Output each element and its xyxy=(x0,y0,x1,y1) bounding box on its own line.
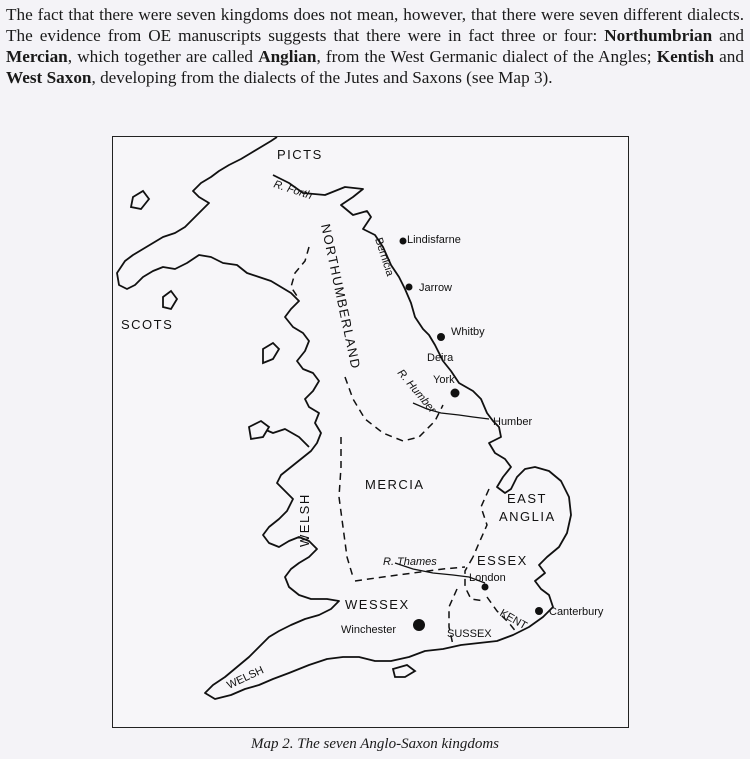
map-frame xyxy=(112,136,629,728)
essex-label: ESSEX xyxy=(477,553,528,568)
london-dot xyxy=(482,584,489,591)
whitby-dot xyxy=(437,333,445,341)
isle-of-man xyxy=(263,343,279,363)
bernicia-label: Bernicia xyxy=(372,236,396,278)
text-segment: , which together are called xyxy=(67,47,259,66)
river-humber-label: R. Humber xyxy=(394,367,439,416)
london-label: London xyxy=(469,572,506,584)
river-thames-label: R. Thames xyxy=(383,556,437,568)
anglesey xyxy=(249,421,269,439)
whitby-label: Whitby xyxy=(451,326,485,338)
deira-label: Deira xyxy=(427,352,454,364)
jarrow-label: Jarrow xyxy=(419,282,453,294)
map-svg xyxy=(113,137,630,729)
map-caption: Map 2. The seven Anglo-Saxon kingdoms xyxy=(250,736,499,752)
east-anglia-boundary xyxy=(473,489,489,557)
arran-island xyxy=(163,291,177,309)
canterbury-label: Canterbury xyxy=(549,606,604,618)
jarrow-dot xyxy=(406,284,413,291)
river-forth-label: R. Forth xyxy=(272,178,314,203)
scots-label: SCOTS xyxy=(121,317,174,332)
welsh-south-label: WELSH xyxy=(225,664,266,692)
sussex-label: SUSSEX xyxy=(447,628,492,640)
bold-term-west-saxon: West Saxon xyxy=(6,68,92,87)
northumbria-west-boundary xyxy=(291,247,309,299)
bold-term-anglian: Anglian xyxy=(258,47,317,66)
wessex-label: WESSEX xyxy=(345,597,410,612)
bold-term-mercian: Mercian xyxy=(6,47,68,66)
text-segment: , developing from the dialects of the Jutes and Saxons (see Map 3). xyxy=(91,68,553,87)
lindisfarne-label: Lindisfarne xyxy=(407,234,461,246)
canterbury-dot xyxy=(535,607,543,615)
kent-label: KENT xyxy=(497,607,529,633)
humber-town-label: Humber xyxy=(493,416,533,428)
welsh-boundary xyxy=(339,437,353,577)
bold-term-northumbrian: Northumbrian xyxy=(604,26,713,45)
northumberland-label: NORTHUMBERLAND xyxy=(318,222,364,371)
text-segment: and xyxy=(714,47,744,66)
intro-paragraph xyxy=(6,4,744,88)
text-segment: The fact that there were seven kingdoms does not mean, however, that there were seven different dialects. The evidence from OE manuscripts suggests that there were in fact three or four: xyxy=(6,5,744,45)
york-label: York xyxy=(433,374,455,386)
york-dot xyxy=(451,389,460,398)
bold-term-kentish: Kentish xyxy=(656,47,715,66)
text-segment: , from the West Germanic dialect of the Angles; xyxy=(316,47,657,66)
welsh-north-label: WELSH xyxy=(297,493,312,547)
winchester-label: Winchester xyxy=(341,624,397,636)
picts-label: PICTS xyxy=(277,147,323,162)
east-anglia-label-line1: EAST xyxy=(507,491,547,506)
east-anglia-label-line2: ANGLIA xyxy=(499,509,556,524)
lindisfarne-dot xyxy=(400,238,407,245)
isle-of-wight xyxy=(393,665,415,677)
mercia-label: MERCIA xyxy=(365,477,425,492)
hebrides-island xyxy=(131,191,149,209)
text-segment: and xyxy=(712,26,744,45)
winchester-dot xyxy=(413,619,425,631)
